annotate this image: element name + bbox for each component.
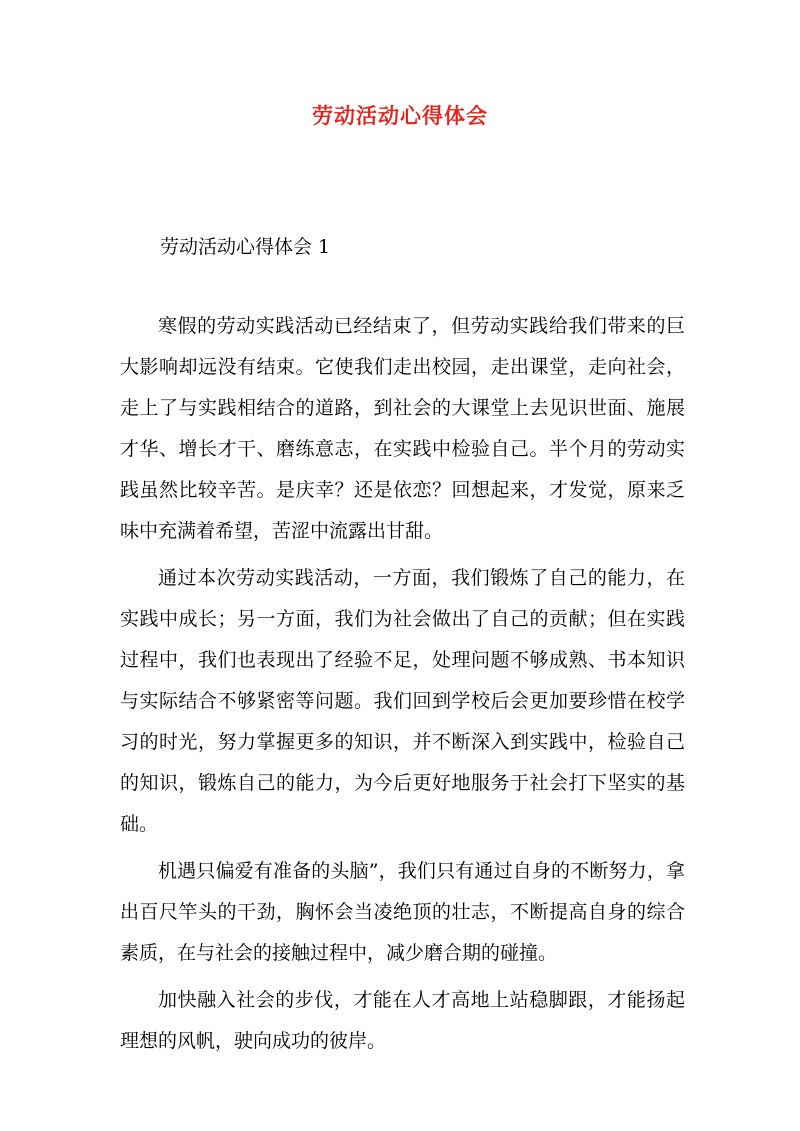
paragraph-3: 机遇只偏爱有准备的头脑”，我们只有通过自身的不断努力，拿出百尺竿头的干劲，胸怀会当凌绝顶的壮志，不断提高自身的综合素质，在与社会的接触过程中，减少磨合期的碰撞。 <box>120 860 685 964</box>
paragraph-1: 寒假的劳动实践活动已经结束了，但劳动实践给我们带来的巨大影响却远没有结束。它使我们走出校园，走出课堂，走向社会，走上了与实践相结合的道路，到社会的大课堂上去见识世面、施展才华、增长才干、磨练意志，在实践中检验自己。半个月的劳动实践虽然比较辛苦。是庆幸？还是依恋？回想起来，才发觉，原来乏味中充满着希望，苦涩中流露出甘甜。 <box>120 315 685 542</box>
document-body <box>120 306 685 1068</box>
section-heading: 劳动活动心得体会 1 <box>160 236 331 258</box>
paragraph-2: 通过本次劳动实践活动，一方面，我们锻炼了自己的能力，在实践中成长；另一方面，我们为社会做出了自己的贡献；但在实践过程中，我们也表现出了经验不足，处理问题不够成熟、书本知识与实际结合不够紧密等问题。我们回到学校后会更加要珍惜在校学习的时光，努力掌握更多的知识，并不断深入到实践中，检验自己的知识，锻炼自己的能力，为今后更好地服务于社会打下坚实的基础。 <box>120 567 685 835</box>
paragraph-4: 加快融入社会的步伐，才能在人才高地上站稳脚跟，才能扬起理想的风帆，驶向成功的彼岸。 <box>120 989 685 1052</box>
document-title: 劳动活动心得体会 <box>312 103 488 128</box>
